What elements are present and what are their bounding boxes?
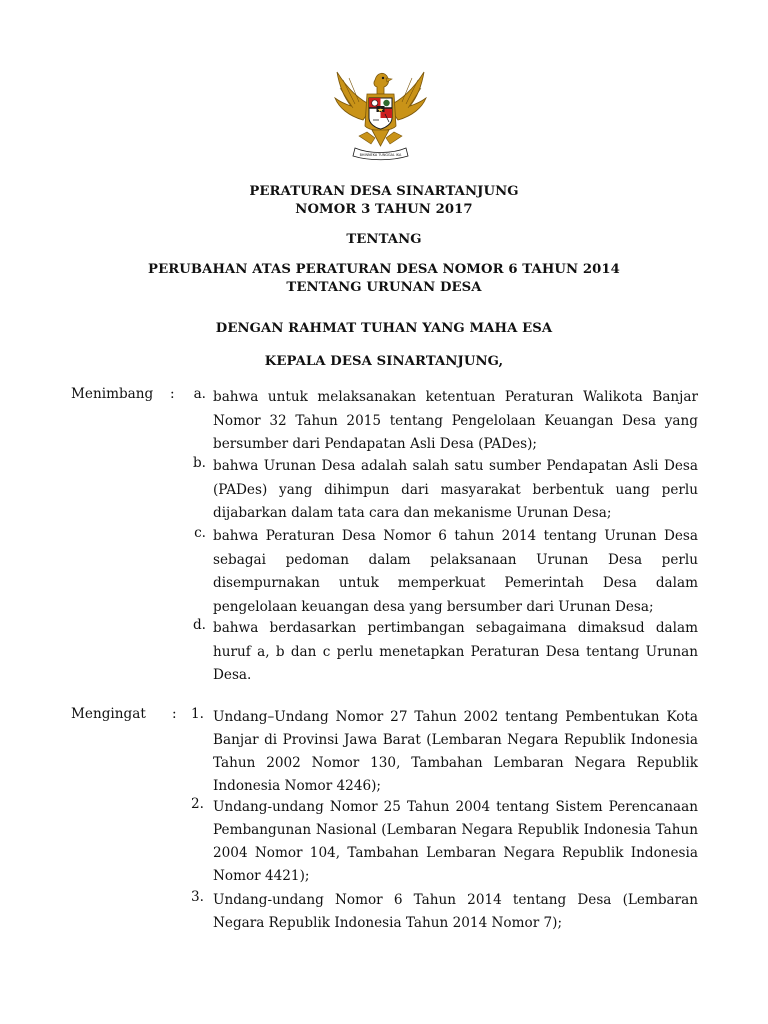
svg-text:BHINNEKA TUNGGAL IKA: BHINNEKA TUNGGAL IKA	[359, 153, 402, 158]
item-marker: d.	[192, 617, 206, 633]
garuda-emblem-icon	[329, 66, 432, 162]
item-text: bahwa Urunan Desa adalah salah satu sumber Pendapatan Asli Desa (PADes) yang dihimpun dari masyarakat berbentuk uang perlu dijabarkan dalam tata cara dan mekanisme Urunan Desa;	[213, 458, 698, 522]
item-marker: c.	[194, 525, 206, 541]
mengingat-label: Mengingat	[71, 706, 146, 722]
item-marker: b.	[192, 455, 206, 471]
item-marker: 2.	[191, 796, 204, 812]
menimbang-colon: :	[170, 386, 175, 402]
item-text: bahwa Peraturan Desa Nomor 6 tahun 2014 tentang Urunan Desa sebagai pedoman dalam pelaksanaan Urunan Desa perlu disempurnakan untuk memperkuat Pemerintah Desa dalam pengelolaan keuangan desa yang bersumber dari Urunan Desa;	[213, 528, 698, 615]
item-text: Undang–Undang Nomor 27 Tahun 2002 tentang Pembentukan Kota Banjar di Provinsi Jawa Barat (Lembaran Negara Republik Indonesia Tahun 2002 Nomor 130, Tambahan Lembaran Negara Republik Indonesia Nomor 4246);	[213, 709, 698, 794]
regulation-number: NOMOR 3 TAHUN 2017	[295, 202, 473, 217]
kepala-desa-heading: KEPALA DESA SINARTANJUNG,	[264, 354, 504, 369]
menimbang-label: Menimbang	[71, 386, 154, 402]
rahmat-heading: DENGAN RAHMAT TUHAN YANG MAHA ESA	[215, 321, 553, 336]
item-marker: 3.	[191, 889, 204, 905]
item-text: Undang-undang Nomor 6 Tahun 2014 tentang Desa (Lembaran Negara Republik Indonesia Tahun 2014 Nomor 7);	[213, 892, 698, 931]
regulation-title: PERATURAN DESA SINARTANJUNG	[249, 184, 519, 199]
item-text: Undang-undang Nomor 25 Tahun 2004 tentang Sistem Perencanaan Pembangunan Nasional (Lembaran Negara Republik Indonesia Tahun 2004 Nomor 104, Tambahan Lembaran Negara Republik Indonesia Nomor 4421);	[213, 799, 698, 884]
item-text: bahwa untuk melaksanakan ketentuan Peraturan Walikota Banjar Nomor 32 Tahun 2015 tentang Pengelolaan Keuangan Desa yang bersumber dari Pendapatan Asli Desa (PADes);	[213, 389, 698, 453]
tentang-heading: TENTANG	[346, 232, 422, 247]
subject-title-line1: PERUBAHAN ATAS PERATURAN DESA NOMOR 6 TAHUN 2014	[148, 262, 620, 277]
subject-title-line2: TENTANG URUNAN DESA	[286, 280, 482, 295]
mengingat-colon: :	[172, 706, 177, 722]
item-marker: 1.	[191, 706, 204, 722]
item-marker: a.	[193, 386, 206, 402]
item-text: bahwa berdasarkan pertimbangan sebagaimana dimaksud dalam huruf a, b dan c perlu menetapkan Peraturan Desa tentang Urunan Desa.	[213, 620, 698, 684]
